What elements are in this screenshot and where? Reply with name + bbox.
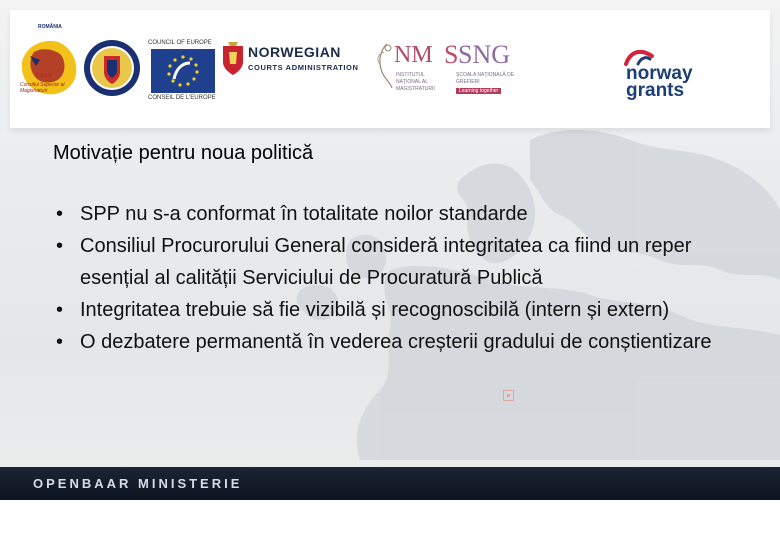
council-of-europe-logo <box>148 40 218 102</box>
coe-top-text: COUNCIL OF EUROPE <box>148 40 212 46</box>
sng-tag: Learning together <box>456 88 501 94</box>
norway-grants-line1: norway <box>626 63 693 84</box>
inm-mark: NM <box>394 42 433 68</box>
sng-mark: SNG <box>458 40 511 69</box>
csm-logo-bottom-text: Consiliul Superior al Magistraturii <box>20 82 65 94</box>
norway-grants-line2: grants <box>626 80 685 101</box>
csm-logo-top-text: ROMÂNIA <box>38 24 62 30</box>
inm-caption: INSTITUTUL NAȚIONAL AL MAGISTRATURII <box>396 72 435 92</box>
bullet-list <box>53 198 743 358</box>
norwegian-courts-line2: COURTS ADMINISTRATION <box>248 63 359 72</box>
bullet-symbol: • <box>56 299 64 321</box>
bullet-text: O dezbatere permanentă în vederea creșterii gradului de conștientizare <box>80 331 712 353</box>
bullet-item <box>53 326 743 358</box>
norwegian-courts-line1: NORWEGIAN <box>248 44 341 60</box>
slide-title: Motivație pentru noua politică <box>53 142 314 164</box>
bullet-text: Integritatea trebuie să fie vizibilă și recognoscibilă (intern și extern) <box>80 299 670 321</box>
bullet-item <box>53 198 743 230</box>
bullet-text: Consiliul Procurorului General consideră integritatea ca fiind un reper esențial al calității Serviciului de Procuratură Publică <box>80 235 692 289</box>
placeholder-marker-icon <box>503 390 514 401</box>
sng-caption: ȘCOALA NAȚIONALĂ DE GREFIERI <box>456 72 515 85</box>
norway-grants-logo <box>616 50 726 110</box>
sng-s: S <box>444 40 459 69</box>
inm-logo <box>372 40 442 104</box>
bullet-symbol: • <box>56 235 64 257</box>
bullet-symbol: • <box>56 331 64 353</box>
footer-text: OPENBAAR MINISTERIE <box>33 476 243 491</box>
bullet-symbol: • <box>56 203 64 225</box>
partner-logos-banner <box>10 10 770 128</box>
csm-logo-year: 1 9 0 9 <box>36 73 52 79</box>
judicial-seal-logo <box>82 38 142 98</box>
bullet-item <box>53 230 743 294</box>
footer-bar <box>0 467 780 500</box>
csm-romania-logo <box>16 24 82 102</box>
bullet-item <box>53 294 743 326</box>
norwegian-courts-logo <box>222 40 372 80</box>
coe-bottom-text: CONSEIL DE L'EUROPE <box>148 95 216 101</box>
sng-logo <box>444 40 524 104</box>
bullet-text: SPP nu s-a conformat în totalitate noilor standarde <box>80 203 528 225</box>
